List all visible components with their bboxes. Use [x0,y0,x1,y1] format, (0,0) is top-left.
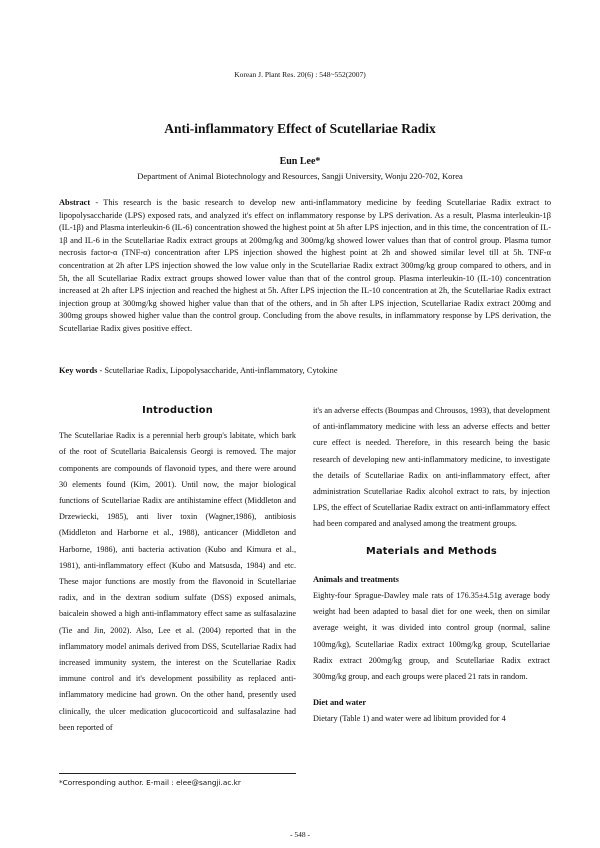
abstract-text: This research is the basic research to develop new anti-inflammatory medicine by feeding Scutellariae Radix extract to lipopolysaccharide (LPS) exposed rats, and analyzed it's effect on inflammatory response by LPS derivation. As a result, Plasma interleukin-1β (IL-1β) and Plasma interleukin-6 (IL-6) concentration showed the highest point at 5h after LPS injection, and in this time, the concentration of IL-1β and IL-6 in the Scutellariae Radix extract groups at 200mg/kg and 300mg/kg showed lower values than that of control group. Plasma tumor necrosis factor-α (TNF-α) concentration after LPS injection showed the highest point at 2h and showed similar level till at 5h. TNF-α concentration at 2h after LPS injection showed the low value only in the Scutellariae Radix extract 300mg/kg group compared to others, and in 5h, the all Scutellariae Radix extract groups showed lower value than that of the control group. Plasma interleukin-10 (IL-10) concentration increased at 2h after LPS injection and reached the highest at 5h. After LPS injection the IL-10 concentration at 2h, the Scutellariae Radix extract injection group at 300mg/kg showed higher value than that of the others, and in 5h after LPS injection, Scutellariae Radix extract 200mg and 300mg groups showed higher value than the control group. Concluding from the above results, in inflammatory response by LPS derivation, the Scutellariae Radix gives positive effect. [59,198,552,333]
paper-title: Anti-inflammatory Effect of Scutellariae Radix [164,121,436,136]
animals-subheading: Animals and treatments [313,574,399,584]
right-column [313,403,550,728]
left-column [59,403,296,736]
introduction-paragraph-continued: it's an adverse effects (Boumpas and Chrousos, 1993), that development of anti-inflammatory medicine with less an adverse effects and better cure effect is needed. Therefore, in this research being the basic research of developing new anti-inflammatory medicine, to investigate the details of Scutellariae Radix on anti-inflammatory effect, after administration Scutellariae Radix alcohol extract to rats, by injection LPS, the effect of Scutellariae Radix extract on anti-inflammatory effect had been compared and analysed among the treatment groups. [313,406,550,529]
keywords-label: Key words [59,366,98,375]
page-number: - 548 - [290,830,310,839]
animals-paragraph: Eighty-four Sprague-Dawley male rats of 176.35±4.51g average body weight had been adapted to basal diet for one week, then on similar average weight, it was divided into control group (normal, saline 100mg/kg), Scutellariae Radix extract 100mg/kg group, Scutellariae Radix extract 200mg/kg group, and Scutellariae Radix extract 300mg/kg group, and each groups were placed 21 rats in random. [313,591,550,682]
footnote-divider [59,773,296,774]
author-name: Eun Lee* [279,156,321,167]
keywords-text: Scutellariae Radix, Lipopolysaccharide, Anti-inflammatory, Cytokine [104,366,338,375]
corresponding-author-footnote: *Corresponding author. E-mail : elee@sangji.ac.kr [59,778,241,787]
journal-citation: Korean J. Plant Res. 20(6) : 548~552(2007) [234,70,366,79]
introduction-paragraph: The Scutellariae Radix is a perennial herb group's labitate, which bark of the root of Scutellaria Baicalensis Georgi is removed. The major components are compounds of flavonoid types, and there were around 30 elements found (Kim, 2001). Until now, the major biological functions of Scutellariae Radix are antihistamine effect (Middleton and Drzewiecki, 1985), anti liver toxin (Wagner,1986), antibiosis (Middleton and Harborne et al., 1988), anticancer (Middleton and Harborne, 1986), anti bacteria activation (Kubo and Kimura et al., 1981), anti-inflammatory effect (Kubo and Matsusda, 1984) and etc. These major functions are mostly from the flavonoid in Scutellariae radix, and in the dextran sodium sulfate (DSS) exposed animals, baicalein showed a high anti-inflammatory effect same as sulfasalazine (Tie and Jin, 2002). Also, Lee et al. (2004) reported that in the inflammatory model animals derived from DSS, Scutellariae Radix had increased immunity system, the interest on the Scutellariae Radix immune control and it's development possibility as replaced anti-inflammatory medicine had grown. On the other hand, presently used clinically, the ulcer medication glucocorticoid and sulfasalazine had been reported of [59,431,296,732]
diet-paragraph: Dietary (Table 1) and water were ad libitum provided for 4 [313,714,506,724]
author-affiliation: Department of Animal Biotechnology and Resources, Sangji University, Wonju 220-702, Korea [137,171,463,181]
methods-heading: Materials and Methods [366,545,497,557]
diet-subheading: Diet and water [313,698,367,708]
abstract: Abstract - This research is the basic research to develop new anti-inflammatory medicine by feeding Scutellariae Radix extract to lipopolysaccharide (LPS) exposed rats, and analyzed it's effect on inflammatory response by LPS derivation. As a result, Plasma interleukin-1β (IL-1β) and Plasma interleukin-6 (IL-6) concentration showed the highest point at 5h after LPS injection, and in this time, the concentration of IL-1β and IL-6 in the Scutellariae Radix extract groups at 200mg/kg and 300mg/kg showed lower values than that of control group. Plasma tumor necrosis factor-α (TNF-α) concentration after LPS injection showed the highest point at 2h and showed similar level till at 5h. TNF-α concentration at 2h after LPS injection showed the low value only in the Scutellariae Radix extract 300mg/kg group compared to others, and in 5h, the all Scutellariae Radix extract groups showed lower value than that of the control group. Plasma interleukin-10 (IL-10) concentration increased at 2h after LPS injection and reached the highest at 5h. After LPS injection the IL-10 concentration at 2h, the Scutellariae Radix extract injection group at 300mg/kg showed higher value than that of the others, and in 5h after LPS injection, Scutellariae Radix extract 200mg and 300mg groups showed higher value than the control group. Concluding from the above results, in inflammatory response by LPS derivation, the Scutellariae Radix gives positive effect. [59,198,552,333]
introduction-heading: Introduction [142,405,213,416]
keywords: Key words - Scutellariae Radix, Lipopolysaccharide, Anti-inflammatory, Cytokine [59,366,338,375]
abstract-label: Abstract [59,198,91,207]
